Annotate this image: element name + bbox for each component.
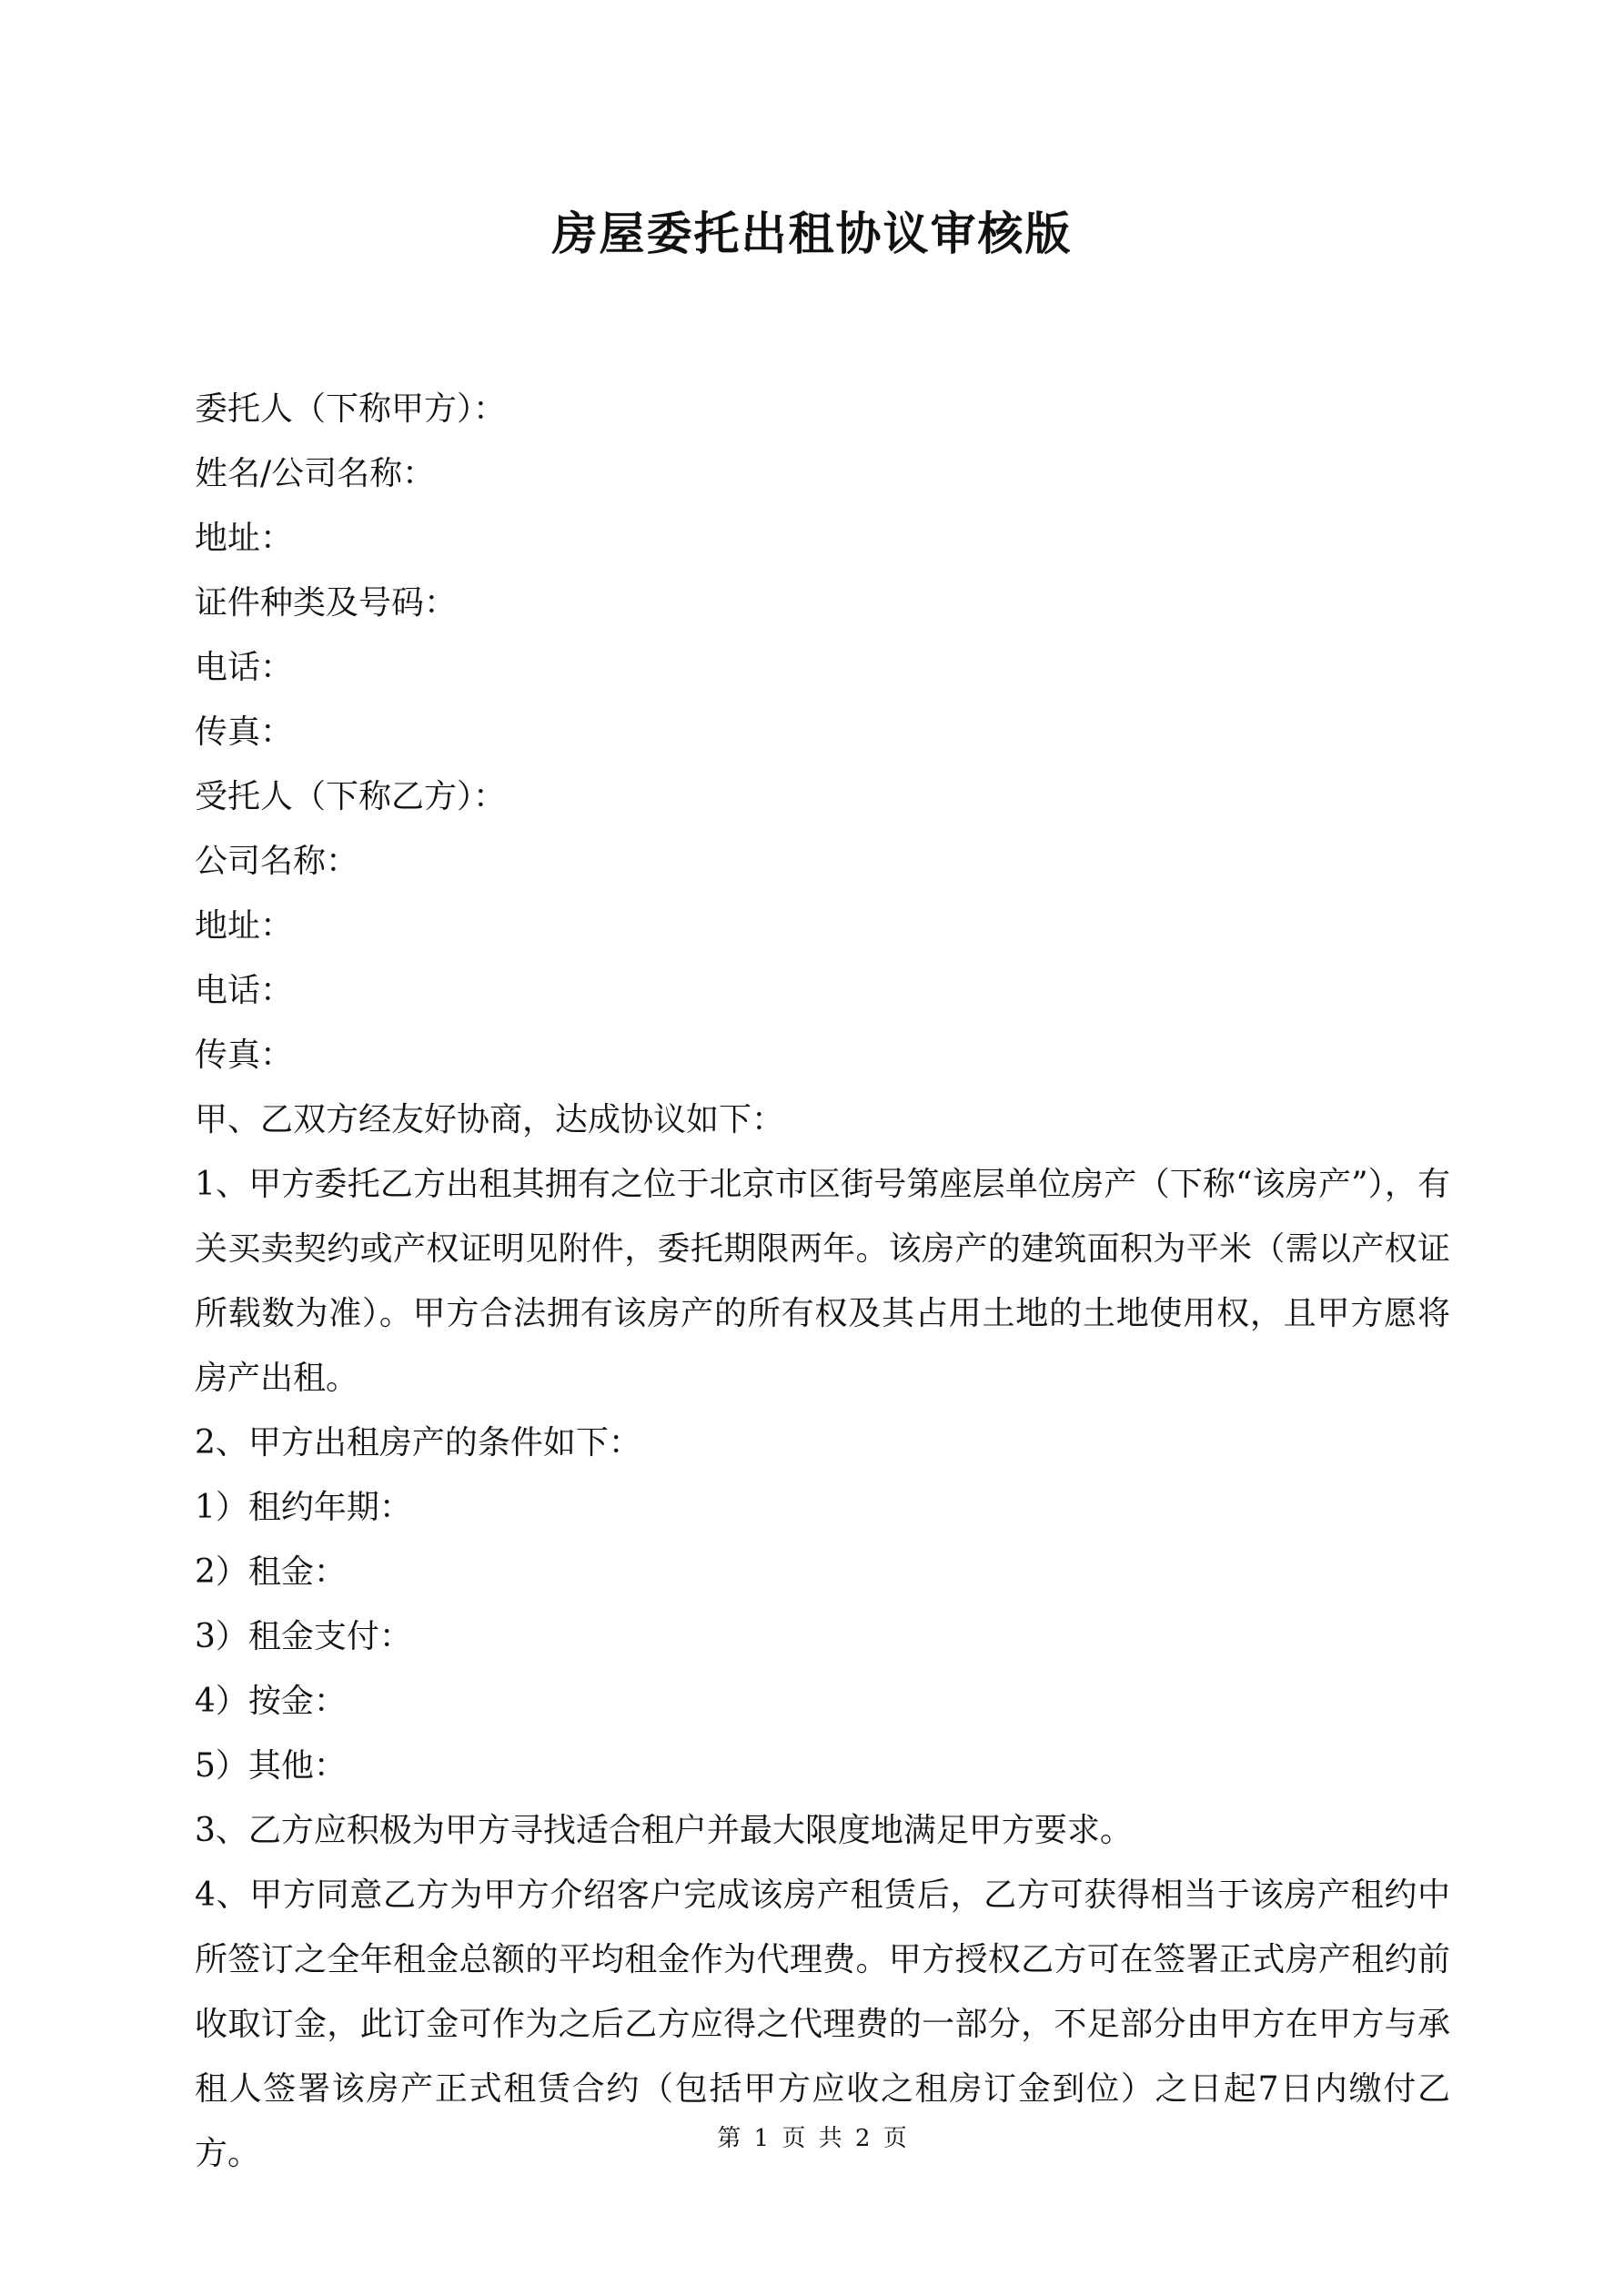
document-title: 房屋委托出租协议审核版 [551,207,1073,260]
principal-name-field: 姓名/公司名称： [195,455,436,492]
principal-fax-field: 传真： [195,713,294,751]
condition-lease-term: 1）租约年期： [195,1489,412,1526]
agent-phone-field: 电话： [195,972,294,1009]
principal-id-field: 证件种类及号码： [195,584,458,622]
clause-1: 1、甲方委托乙方出租其拥有之位于北京市区街号第座层单位房产（下称“该房产”），有关买卖契约或产权证明见附件，委托期限两年。该房产的建筑面积为平米（需以产权证所载数为准）。甲方合法拥有该房产的所有权及其占用土地的土地使用权，且甲方愿将房产出租。 [195,1166,1450,1397]
agent-address-field: 地址： [195,907,294,945]
clause-2: 2、甲方出租房产的条件如下： [195,1424,641,1462]
agent-fax-field: 传真： [195,1037,294,1074]
agent-company-field: 公司名称： [195,843,359,880]
page-indicator: 第 1 页 共 2 页 [717,2125,907,2152]
condition-deposit: 4）按金： [195,1683,347,1720]
condition-rent: 2）租金： [195,1553,347,1591]
principal-address-field: 地址： [195,520,294,557]
clause-3: 3、乙方应积极为甲方寻找适合租户并最大限度地满足甲方要求。 [195,1812,1133,1849]
principal-phone-field: 电话： [195,649,294,686]
condition-other: 5）其他： [195,1747,347,1785]
clause-4: 4、甲方同意乙方为甲方介绍客户完成该房产租赁后，乙方可获得相当于该房产租约中所签订之全年租金总额的平均租金作为代理费。甲方授权乙方可在签署正式房产租约前收取订金，此订金可作为之后乙方应得之代理费的一部分，不足部分由甲方在甲方与承租人签署该房产正式租赁合约（包括甲方应收之租房订金到位）之日起7日内缴付乙方。 [195,1876,1450,2172]
agent-heading: 受托人（下称乙方）： [195,778,507,815]
document-body [195,377,1450,2186]
principal-heading: 委托人（下称甲方）： [195,390,507,428]
preamble: 甲、乙双方经友好协商，达成协议如下： [195,1101,785,1138]
condition-rent-payment: 3）租金支付： [195,1618,412,1655]
